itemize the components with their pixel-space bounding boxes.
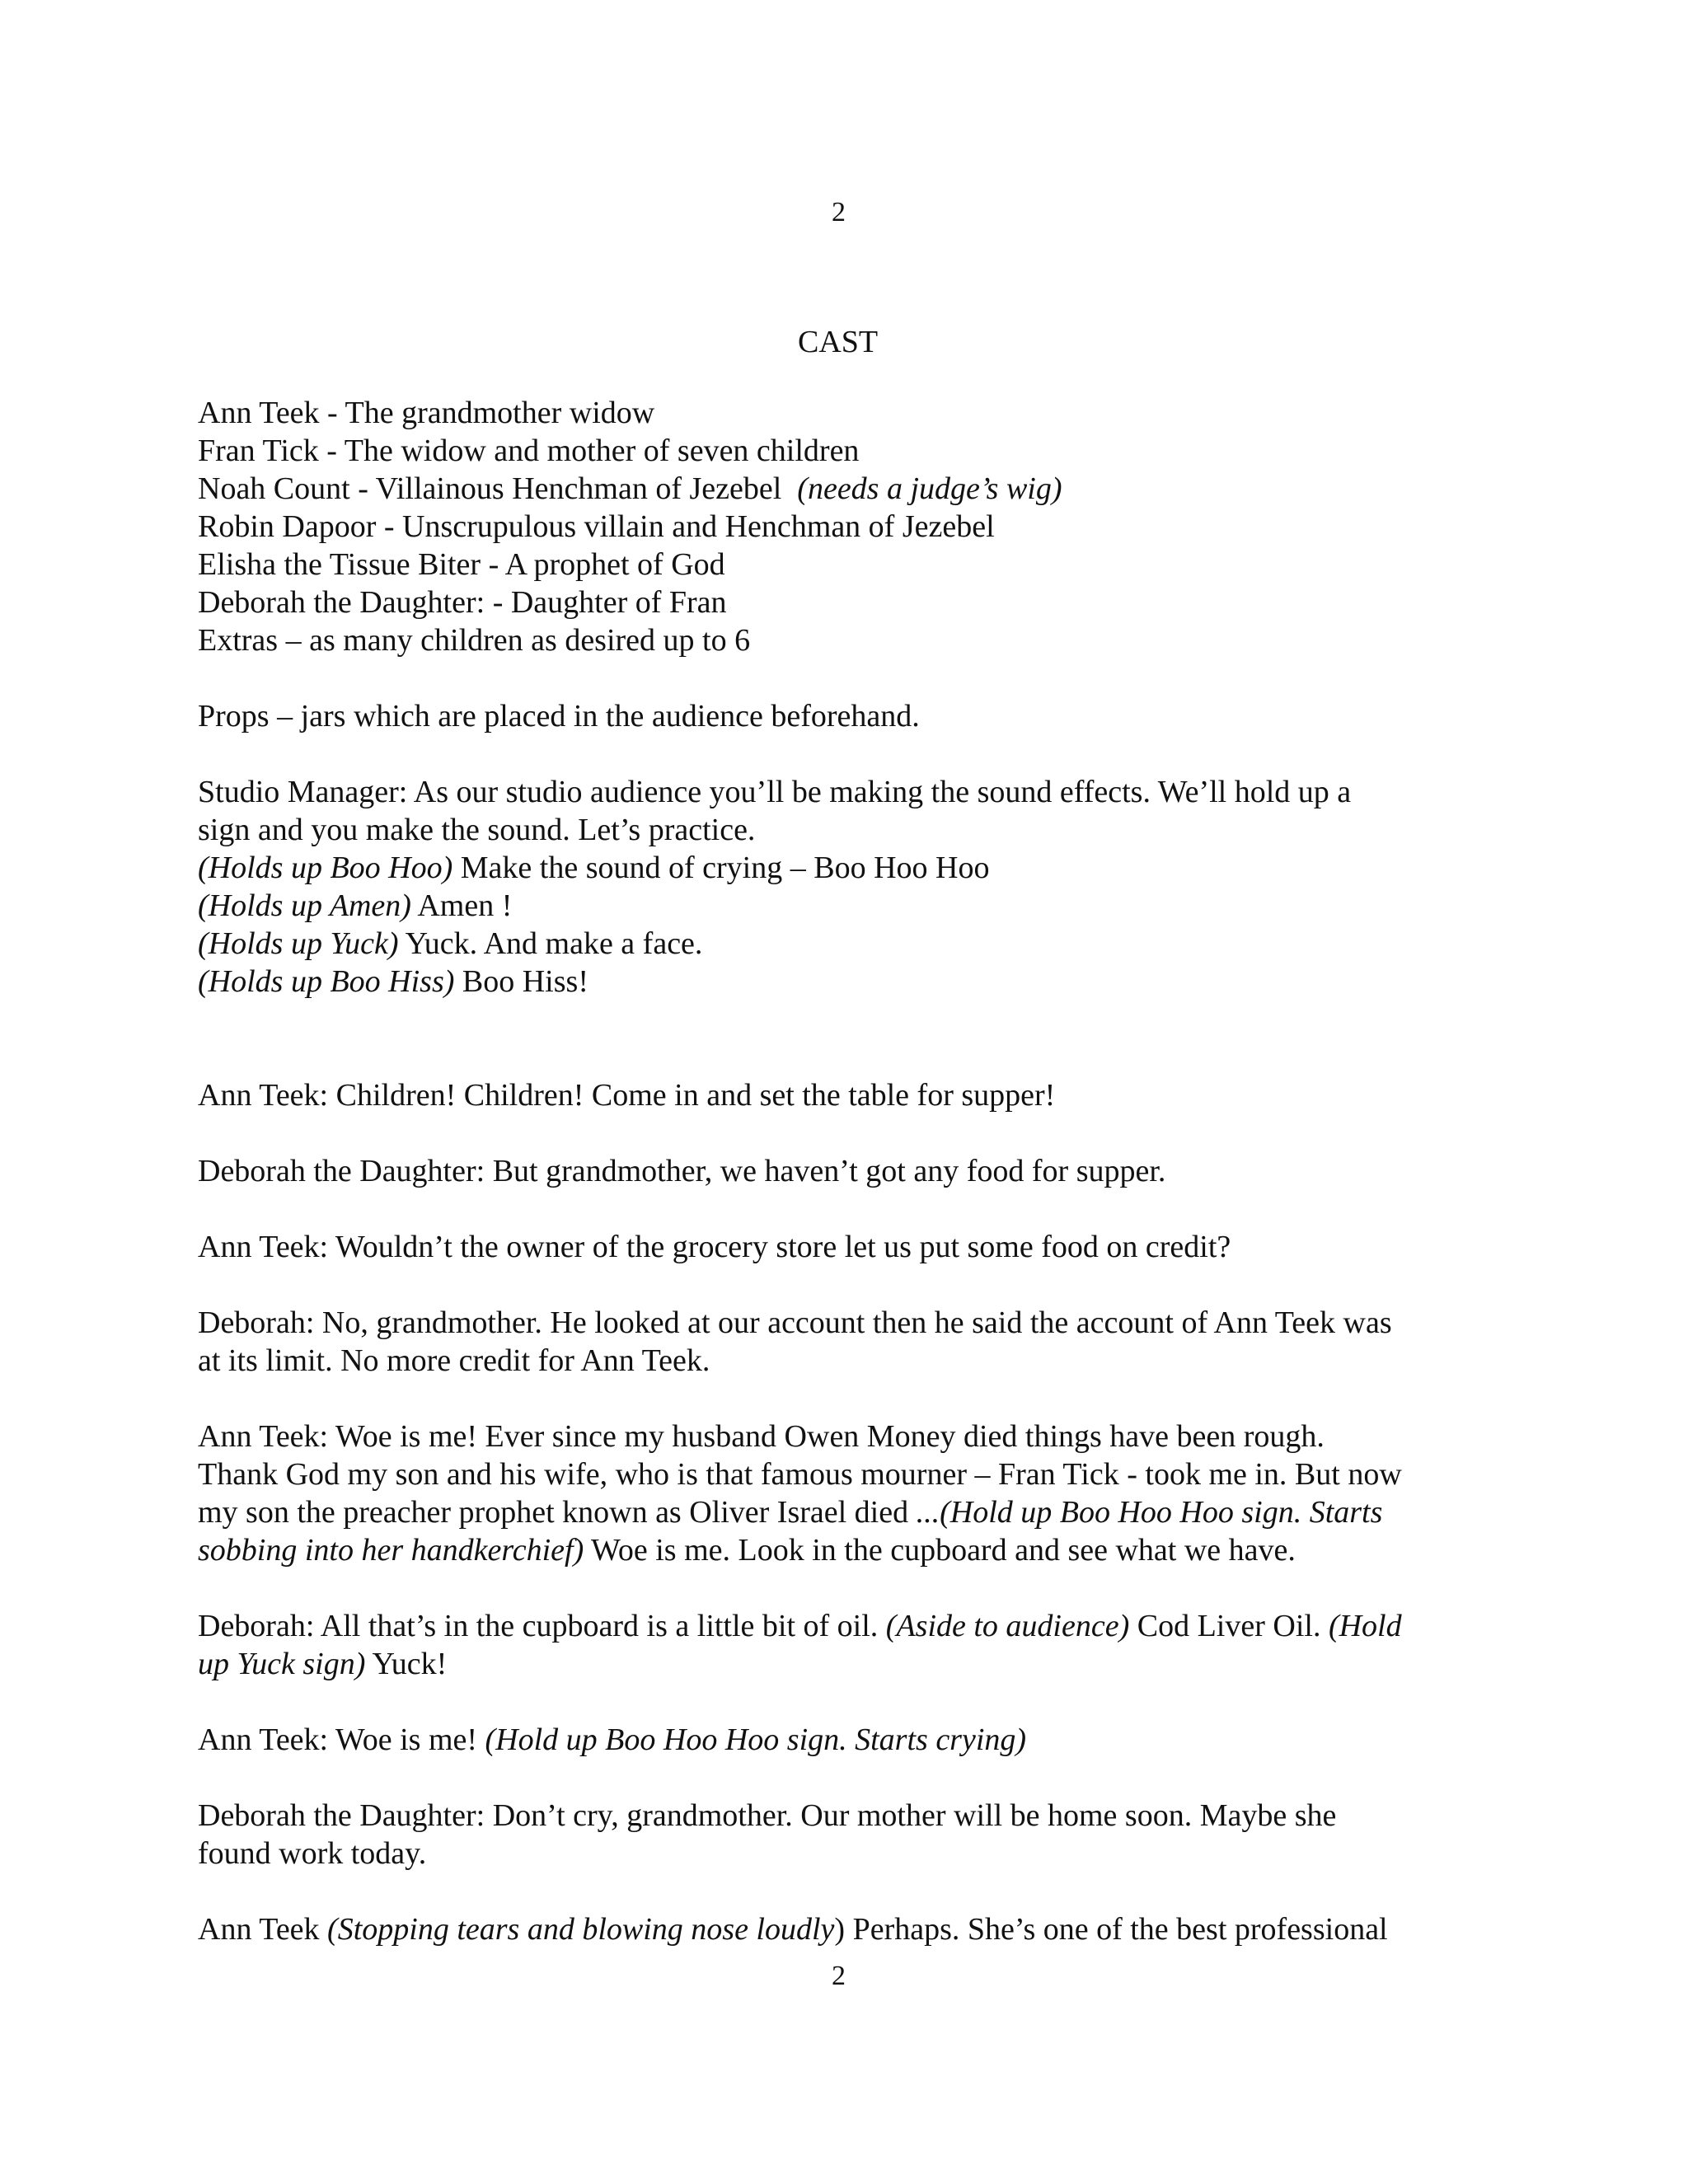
cast-list — [198, 394, 1550, 659]
dialogue-text: Yuck! — [365, 1647, 448, 1681]
cast-note-judges-wig: (needs a judge’s wig) — [797, 471, 1062, 506]
dialogue-text: Ann Teek — [198, 1912, 328, 1947]
cue-direction: (Holds up Yuck) — [198, 926, 399, 961]
cast-heading: CAST — [798, 325, 879, 359]
cue-text: Boo Hiss! — [454, 964, 588, 999]
dialogue-text: ) Perhaps. She’s one of the best professional — [834, 1912, 1388, 1947]
dialogue-line: Deborah the Daughter: Don’t cry, grandmother. Our mother will be home soon. Maybe she — [198, 1798, 1337, 1833]
dialogue-line: Ann Teek: Woe is me! Ever since my husband Owen Money died things have been rough. — [198, 1419, 1325, 1454]
cue-boo-hiss — [198, 963, 1550, 1001]
cue-yuck — [198, 925, 1550, 963]
cast-member-ann-teek: Ann Teek - The grandmother widow — [198, 396, 655, 430]
dialogue-line: found work today. — [198, 1836, 427, 1871]
cast-member-elisha: Elisha the Tissue Biter - A prophet of God — [198, 547, 725, 582]
cue-direction: (Holds up Amen) — [198, 888, 411, 923]
cast-member-noah-count-text: Noah Count - Villainous Henchman of Jezebel — [198, 471, 782, 506]
dialogue-deborah-3 — [198, 1607, 1550, 1683]
stage-direction: ...(Hold up Boo Hoo Hoo sign. Starts — [916, 1495, 1383, 1530]
stage-direction: sobbing into her handkerchief) — [198, 1533, 584, 1568]
dialogue-line — [198, 1493, 1550, 1531]
dialogue-ann-teek-2: Ann Teek: Wouldn’t the owner of the grocery store let us put some food on credit? — [198, 1230, 1231, 1264]
studio-manager-block — [198, 773, 1550, 1001]
cast-member-deborah: Deborah the Daughter: - Daughter of Fran — [198, 585, 727, 620]
cast-member-fran-tick: Fran Tick - The widow and mother of seven children — [198, 434, 860, 468]
cast-member-noah-count — [198, 470, 1550, 508]
dialogue-deborah-2 — [198, 1304, 1550, 1380]
props-line: Props – jars which are placed in the audience beforehand. — [198, 699, 920, 733]
dialogue-line — [198, 1531, 1550, 1569]
cue-text: Make the sound of crying – Boo Hoo Hoo — [452, 851, 990, 885]
page-number-top: 2 — [832, 197, 846, 227]
dialogue-ann-teek-3 — [198, 1418, 1550, 1569]
dialogue-text: Cod Liver Oil. — [1129, 1609, 1329, 1643]
dialogue-deborah-1: Deborah the Daughter: But grandmother, we haven’t got any food for supper. — [198, 1154, 1166, 1188]
dialogue-ann-teek-4 — [198, 1721, 1550, 1759]
dialogue-line: Thank God my son and his wife, who is that famous mourner – Fran Tick - took me in. But now — [198, 1457, 1402, 1492]
cue-amen — [198, 887, 1550, 925]
dialogue-text: my son the preacher prophet known as Oliver Israel died — [198, 1495, 917, 1530]
cue-text: Yuck. And make a face. — [398, 926, 703, 961]
dialogue-line: Deborah: No, grandmother. He looked at our account then he said the account of Ann Teek was — [198, 1305, 1392, 1340]
stage-direction: up Yuck sign) — [198, 1647, 366, 1681]
dialogue-line: at its limit. No more credit for Ann Teek. — [198, 1343, 710, 1378]
cue-direction: (Holds up Boo Hoo) — [198, 851, 453, 885]
dialogue-text: Deborah: All that’s in the cupboard is a little bit of oil. — [198, 1609, 886, 1643]
cast-extras: Extras – as many children as desired up to 6 — [198, 623, 751, 658]
dialogue-ann-teek-5 — [198, 1910, 1550, 1948]
studio-line-2: sign and you make the sound. Let’s practice. — [198, 813, 756, 847]
stage-direction: (Aside to audience) — [885, 1609, 1130, 1643]
stage-direction: (Hold up Boo Hoo Hoo sign. Starts crying) — [485, 1722, 1027, 1757]
page-number-bottom: 2 — [832, 1961, 846, 1991]
cue-boo-hoo — [198, 849, 1550, 887]
dialogue-line — [198, 1607, 1550, 1645]
cast-member-robin-dapoor: Robin Dapoor - Unscrupulous villain and Henchman of Jezebel — [198, 509, 995, 544]
dialogue-text: Woe is me. Look in the cupboard and see what we have. — [584, 1533, 1296, 1568]
dialogue-text: Ann Teek: Woe is me! — [198, 1722, 485, 1757]
dialogue-line — [198, 1645, 1550, 1683]
cue-direction: (Holds up Boo Hiss) — [198, 964, 455, 999]
stage-direction: (Hold — [1328, 1609, 1402, 1643]
studio-line-1: Studio Manager: As our studio audience you’ll be making the sound effects. We’ll hold up a — [198, 775, 1352, 809]
stage-direction: (Stopping tears and blowing nose loudly — [327, 1912, 835, 1947]
dialogue-deborah-4 — [198, 1797, 1550, 1872]
dialogue-ann-teek-1: Ann Teek: Children! Children! Come in and set the table for supper! — [198, 1078, 1056, 1113]
cue-text: Amen ! — [410, 888, 513, 923]
